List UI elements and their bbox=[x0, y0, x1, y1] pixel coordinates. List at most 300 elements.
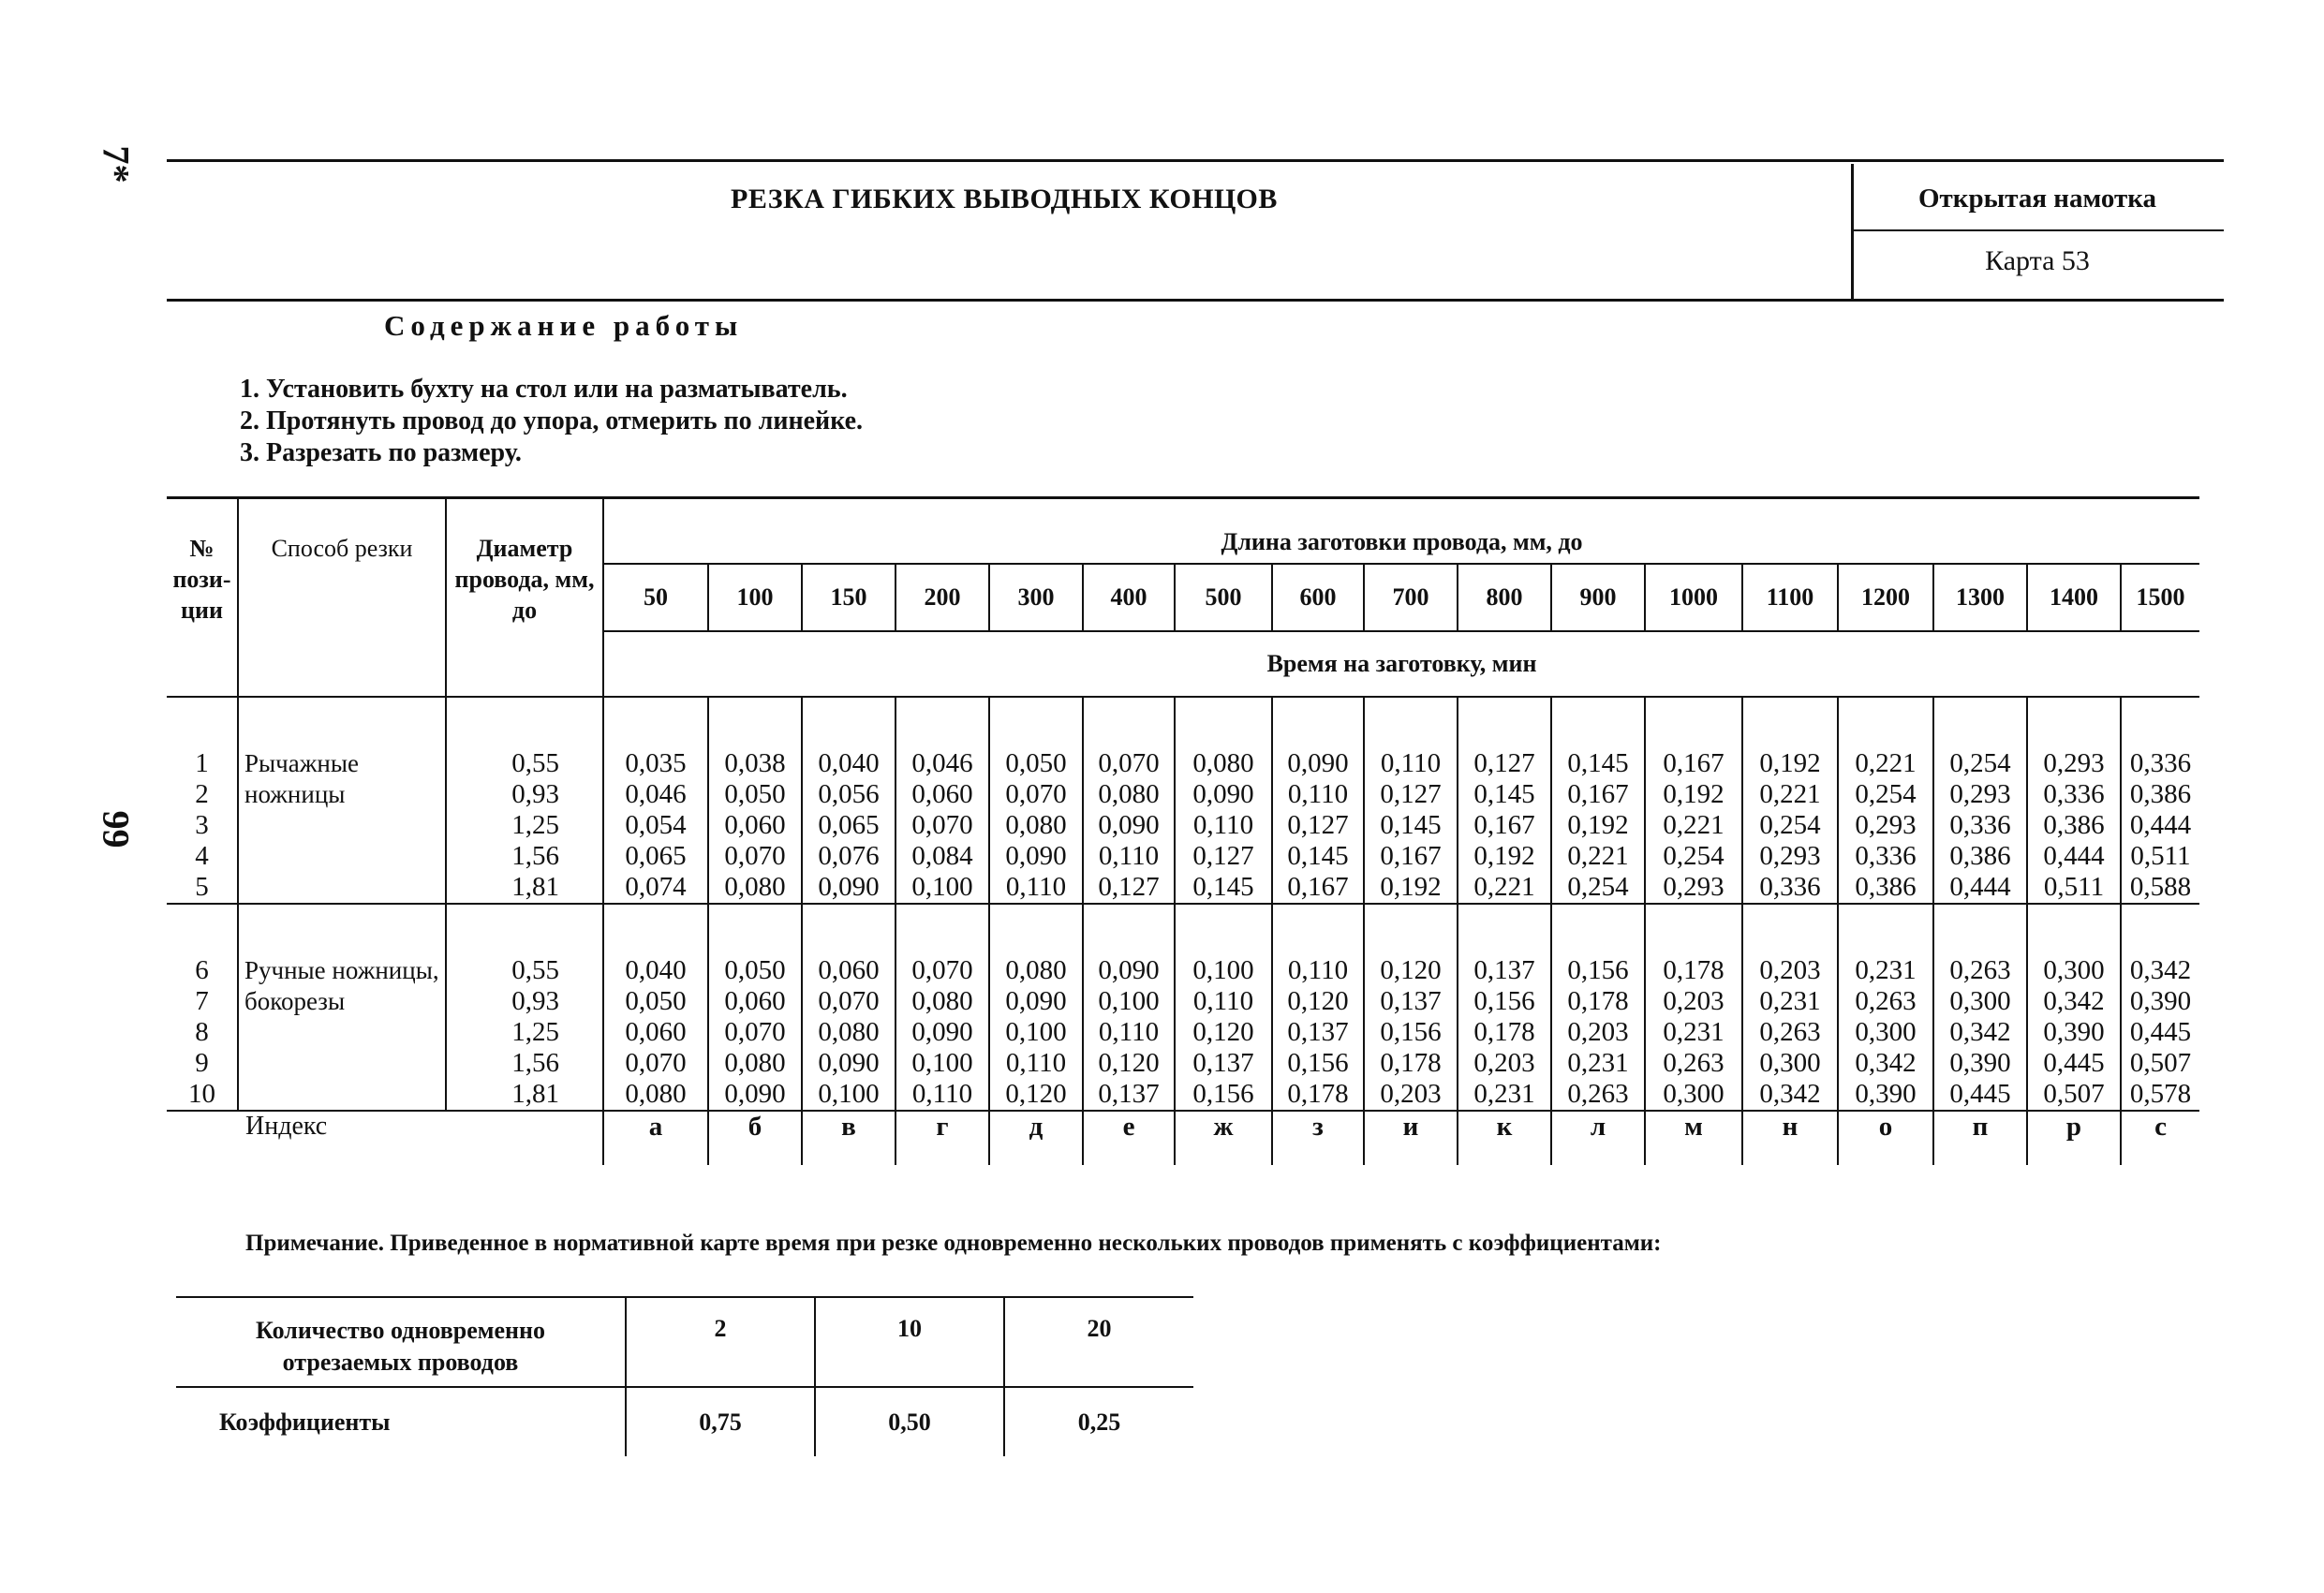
time-value: 0,127 bbox=[1192, 840, 1254, 871]
time-value: 0,511 bbox=[2043, 871, 2105, 902]
diameter-value: 0,93 bbox=[511, 985, 559, 1016]
time-value: 0,120 bbox=[1287, 985, 1349, 1016]
index-16: р bbox=[2027, 1111, 2121, 1165]
time-value: 0,137 bbox=[1287, 1016, 1349, 1047]
position-number: 3 bbox=[195, 809, 209, 840]
length-700: 700 bbox=[1364, 564, 1458, 631]
time-value: 0,192 bbox=[1380, 871, 1442, 902]
diameter-value: 1,56 bbox=[511, 840, 559, 871]
time-value: 0,070 bbox=[1098, 747, 1160, 778]
times-col-200 bbox=[896, 904, 989, 1111]
diameter-value: 1,81 bbox=[511, 871, 559, 902]
time-value: 0,100 bbox=[911, 1047, 973, 1078]
time-value: 0,120 bbox=[1192, 1016, 1254, 1047]
time-value: 0,090 bbox=[1098, 954, 1160, 985]
times-col-900 bbox=[1551, 697, 1645, 904]
col-header-diameter: Диаметр провода, мм, до bbox=[446, 498, 603, 697]
time-value: 0,342 bbox=[1759, 1078, 1821, 1109]
index-13: н bbox=[1742, 1111, 1838, 1165]
time-value: 0,074 bbox=[625, 871, 687, 902]
times-col-100 bbox=[708, 697, 802, 904]
time-value: 0,263 bbox=[1759, 1016, 1821, 1047]
time-value: 0,110 bbox=[1192, 985, 1254, 1016]
time-value: 0,090 bbox=[1005, 985, 1067, 1016]
times-col-1500 bbox=[2121, 904, 2199, 1111]
times-col-900 bbox=[1551, 904, 1645, 1111]
top-margin-mark: 7* bbox=[95, 145, 138, 184]
time-value: 0,110 bbox=[911, 1078, 973, 1109]
time-value: 0,178 bbox=[1663, 954, 1724, 985]
time-value: 0,090 bbox=[1005, 840, 1067, 871]
time-value: 0,090 bbox=[818, 1047, 880, 1078]
time-value: 0,293 bbox=[1949, 778, 2011, 809]
time-value: 0,080 bbox=[1005, 954, 1067, 985]
time-value: 0,221 bbox=[1759, 778, 1821, 809]
length-1000: 1000 bbox=[1645, 564, 1742, 631]
time-value: 0,127 bbox=[1380, 778, 1442, 809]
diameter-value: 0,55 bbox=[511, 954, 559, 985]
length-800: 800 bbox=[1458, 564, 1551, 631]
time-value: 0,110 bbox=[1098, 840, 1160, 871]
note-text bbox=[245, 1231, 1661, 1257]
times-col-800 bbox=[1458, 697, 1551, 904]
times-col-1400 bbox=[2027, 697, 2121, 904]
time-value: 0,156 bbox=[1567, 954, 1629, 985]
time-value: 0,445 bbox=[2129, 1016, 2192, 1047]
time-value: 0,578 bbox=[2129, 1078, 2192, 1109]
time-value: 0,336 bbox=[1855, 840, 1917, 871]
time-value: 0,070 bbox=[818, 985, 880, 1016]
coef-count-label: Количество одновременно отрезаемых проводов bbox=[256, 1317, 545, 1376]
times-col-700 bbox=[1364, 697, 1458, 904]
time-value: 0,076 bbox=[818, 840, 880, 871]
position-number: 10 bbox=[188, 1078, 215, 1109]
time-value: 0,445 bbox=[1949, 1078, 2011, 1109]
length-1400: 1400 bbox=[2027, 564, 2121, 631]
time-value: 0,046 bbox=[911, 747, 973, 778]
page-title: РЕЗКА ГИБКИХ ВЫВОДНЫХ КОНЦОВ bbox=[731, 184, 1278, 214]
time-value: 0,145 bbox=[1380, 809, 1442, 840]
times-col-600 bbox=[1272, 697, 1364, 904]
time-value: 0,110 bbox=[1098, 1016, 1160, 1047]
time-value: 0,110 bbox=[1287, 778, 1349, 809]
length-1100: 1100 bbox=[1742, 564, 1838, 631]
time-value: 0,120 bbox=[1005, 1078, 1067, 1109]
time-value: 0,054 bbox=[625, 809, 687, 840]
time-value: 0,192 bbox=[1473, 840, 1535, 871]
time-value: 0,040 bbox=[625, 954, 687, 985]
group-1-row bbox=[167, 697, 2199, 904]
index-1: а bbox=[603, 1111, 708, 1165]
time-value: 0,342 bbox=[2043, 985, 2105, 1016]
time-value: 0,080 bbox=[1098, 778, 1160, 809]
time-value: 0,156 bbox=[1380, 1016, 1442, 1047]
step-3: 3. Разрезать по размеру. bbox=[240, 438, 522, 467]
position-number: 4 bbox=[195, 840, 209, 871]
index-5: д bbox=[989, 1111, 1083, 1165]
times-col-1000 bbox=[1645, 904, 1742, 1111]
time-value: 0,444 bbox=[2129, 809, 2192, 840]
note-body: Примечание. Приведенное в нормативной карте время при резке одновременно нескольких проводов применять с коэффициентами: bbox=[245, 1231, 1662, 1256]
time-value: 0,090 bbox=[911, 1016, 973, 1047]
time-value: 0,090 bbox=[818, 871, 880, 902]
times-col-150 bbox=[802, 904, 896, 1111]
time-value: 0,156 bbox=[1192, 1078, 1254, 1109]
time-value: 0,156 bbox=[1287, 1047, 1349, 1078]
length-900: 900 bbox=[1551, 564, 1645, 631]
length-150: 150 bbox=[802, 564, 896, 631]
coef-row-values bbox=[176, 1387, 1193, 1456]
time-value: 0,060 bbox=[625, 1016, 687, 1047]
step-1: 1. Установить бухту на стол или на разматыватель. bbox=[240, 375, 848, 404]
step-2: 2. Протянуть провод до упора, отмерить по линейке. bbox=[240, 406, 864, 435]
times-col-400 bbox=[1083, 904, 1175, 1111]
header-bottom-rule bbox=[167, 299, 2224, 302]
times-col-1100 bbox=[1742, 904, 1838, 1111]
time-value: 0,070 bbox=[911, 809, 973, 840]
diameter-value: 1,25 bbox=[511, 809, 559, 840]
header-right-divider bbox=[1853, 229, 2224, 231]
times-col-50 bbox=[603, 697, 708, 904]
positions-group-2 bbox=[167, 904, 238, 1111]
time-value: 0,060 bbox=[911, 778, 973, 809]
time-value: 0,336 bbox=[2129, 747, 2192, 778]
times-col-800 bbox=[1458, 904, 1551, 1111]
time-value: 0,300 bbox=[1663, 1078, 1724, 1109]
header-top-rule bbox=[167, 159, 2224, 162]
times-col-1200 bbox=[1838, 904, 1933, 1111]
time-value: 0,137 bbox=[1098, 1078, 1160, 1109]
times-col-1400 bbox=[2027, 904, 2121, 1111]
time-value: 0,588 bbox=[2129, 871, 2192, 902]
index-9: и bbox=[1364, 1111, 1458, 1165]
time-value: 0,254 bbox=[1567, 871, 1629, 902]
length-500: 500 bbox=[1175, 564, 1272, 631]
time-value: 0,040 bbox=[818, 747, 880, 778]
time-value: 0,390 bbox=[1855, 1078, 1917, 1109]
times-col-100 bbox=[708, 904, 802, 1111]
time-value: 0,263 bbox=[1949, 954, 2011, 985]
time-value: 0,060 bbox=[818, 954, 880, 985]
index-label: Индекс bbox=[167, 1111, 603, 1165]
time-value: 0,080 bbox=[724, 871, 786, 902]
time-value: 0,137 bbox=[1380, 985, 1442, 1016]
time-value: 0,444 bbox=[2043, 840, 2105, 871]
header-row-1 bbox=[167, 498, 2199, 564]
time-value: 0,178 bbox=[1473, 1016, 1535, 1047]
time-value: 0,300 bbox=[1855, 1016, 1917, 1047]
index-10: к bbox=[1458, 1111, 1551, 1165]
time-value: 0,386 bbox=[2043, 809, 2105, 840]
length-1500: 1500 bbox=[2121, 564, 2199, 631]
time-value: 0,342 bbox=[2129, 954, 2192, 985]
time-value: 0,145 bbox=[1567, 747, 1629, 778]
time-value: 0,127 bbox=[1473, 747, 1535, 778]
time-value: 0,507 bbox=[2043, 1078, 2105, 1109]
time-value: 0,386 bbox=[2129, 778, 2192, 809]
length-1300: 1300 bbox=[1933, 564, 2027, 631]
time-value: 0,231 bbox=[1567, 1047, 1629, 1078]
time-value: 0,300 bbox=[2043, 954, 2105, 985]
time-value: 0,145 bbox=[1287, 840, 1349, 871]
coef-count-20: 20 bbox=[1004, 1297, 1193, 1387]
time-value: 0,507 bbox=[2129, 1047, 2192, 1078]
time-value: 0,203 bbox=[1380, 1078, 1442, 1109]
time-value: 0,231 bbox=[1759, 985, 1821, 1016]
time-value: 0,050 bbox=[625, 985, 687, 1016]
time-value: 0,080 bbox=[724, 1047, 786, 1078]
time-value: 0,263 bbox=[1567, 1078, 1629, 1109]
time-value: 0,178 bbox=[1287, 1078, 1349, 1109]
time-value: 0,203 bbox=[1663, 985, 1724, 1016]
time-value: 0,110 bbox=[1005, 1047, 1067, 1078]
time-value: 0,167 bbox=[1663, 747, 1724, 778]
position-number: 2 bbox=[195, 778, 209, 809]
group-2-row bbox=[167, 904, 2199, 1111]
length-header: Длина заготовки провода, мм, до bbox=[603, 498, 2199, 564]
index-row bbox=[167, 1111, 2199, 1165]
time-value: 0,080 bbox=[1005, 809, 1067, 840]
time-value: 0,336 bbox=[1759, 871, 1821, 902]
time-value: 0,386 bbox=[1949, 840, 2011, 871]
time-value: 0,080 bbox=[625, 1078, 687, 1109]
work-content-heading: Содержание работы bbox=[384, 309, 744, 342]
time-value: 0,050 bbox=[1005, 747, 1067, 778]
time-value: 0,386 bbox=[1855, 871, 1917, 902]
index-3: в bbox=[802, 1111, 896, 1165]
index-4: г bbox=[896, 1111, 989, 1165]
time-value: 0,263 bbox=[1663, 1047, 1724, 1078]
time-value: 0,167 bbox=[1380, 840, 1442, 871]
time-value: 0,342 bbox=[1855, 1047, 1917, 1078]
diameter-value: 1,25 bbox=[511, 1016, 559, 1047]
time-header: Время на заготовку, мин bbox=[603, 631, 2199, 697]
time-value: 0,203 bbox=[1473, 1047, 1535, 1078]
time-value: 0,192 bbox=[1759, 747, 1821, 778]
time-value: 0,050 bbox=[724, 954, 786, 985]
time-value: 0,090 bbox=[1098, 809, 1160, 840]
position-number: 8 bbox=[195, 1016, 209, 1047]
time-value: 0,035 bbox=[625, 747, 687, 778]
times-col-1300 bbox=[1933, 697, 2027, 904]
time-value: 0,254 bbox=[1663, 840, 1724, 871]
time-value: 0,090 bbox=[1287, 747, 1349, 778]
time-value: 0,100 bbox=[911, 871, 973, 902]
time-value: 0,110 bbox=[1192, 809, 1254, 840]
coefficient-table bbox=[176, 1296, 1193, 1456]
time-value: 0,156 bbox=[1473, 985, 1535, 1016]
time-value: 0,060 bbox=[724, 985, 786, 1016]
time-value: 0,120 bbox=[1380, 954, 1442, 985]
time-value: 0,203 bbox=[1759, 954, 1821, 985]
length-300: 300 bbox=[989, 564, 1083, 631]
times-col-700 bbox=[1364, 904, 1458, 1111]
cutting-time-table bbox=[167, 496, 2199, 1165]
time-value: 0,167 bbox=[1473, 809, 1535, 840]
time-value: 0,070 bbox=[625, 1047, 687, 1078]
position-number: 1 bbox=[195, 747, 209, 778]
method-group-1: Рычажные ножницы bbox=[238, 697, 446, 904]
position-number: 6 bbox=[195, 954, 209, 985]
times-col-1500 bbox=[2121, 697, 2199, 904]
time-value: 0,100 bbox=[1192, 954, 1254, 985]
diameter-value: 0,55 bbox=[511, 747, 559, 778]
time-value: 0,145 bbox=[1473, 778, 1535, 809]
index-2: б bbox=[708, 1111, 802, 1165]
time-value: 0,390 bbox=[1949, 1047, 2011, 1078]
time-value: 0,178 bbox=[1380, 1047, 1442, 1078]
index-7: ж bbox=[1175, 1111, 1272, 1165]
method-group-2: Ручные ножницы, бокорезы bbox=[238, 904, 446, 1111]
header-divider bbox=[1851, 164, 1854, 299]
time-value: 0,080 bbox=[911, 985, 973, 1016]
time-value: 0,300 bbox=[1759, 1047, 1821, 1078]
time-value: 0,300 bbox=[1949, 985, 2011, 1016]
time-value: 0,110 bbox=[1287, 954, 1349, 985]
times-col-400 bbox=[1083, 697, 1175, 904]
time-value: 0,070 bbox=[1005, 778, 1067, 809]
index-8: з bbox=[1272, 1111, 1364, 1165]
coef-count-2: 2 bbox=[626, 1297, 815, 1387]
index-11: л bbox=[1551, 1111, 1645, 1165]
time-value: 0,127 bbox=[1098, 871, 1160, 902]
times-col-150 bbox=[802, 697, 896, 904]
time-value: 0,120 bbox=[1098, 1047, 1160, 1078]
length-100: 100 bbox=[708, 564, 802, 631]
times-col-1100 bbox=[1742, 697, 1838, 904]
time-value: 0,263 bbox=[1855, 985, 1917, 1016]
times-col-1300 bbox=[1933, 904, 2027, 1111]
time-value: 0,080 bbox=[1192, 747, 1254, 778]
time-value: 0,221 bbox=[1473, 871, 1535, 902]
index-12: м bbox=[1645, 1111, 1742, 1165]
coef-value-20: 0,25 bbox=[1004, 1387, 1193, 1456]
length-200: 200 bbox=[896, 564, 989, 631]
time-value: 0,336 bbox=[2043, 778, 2105, 809]
time-value: 0,221 bbox=[1567, 840, 1629, 871]
times-col-600 bbox=[1272, 904, 1364, 1111]
length-50: 50 bbox=[603, 564, 708, 631]
category-label: Открытая намотка bbox=[1917, 184, 2157, 214]
index-17: с bbox=[2154, 1111, 2167, 1142]
time-value: 0,100 bbox=[818, 1078, 880, 1109]
time-value: 0,231 bbox=[1663, 1016, 1724, 1047]
time-value: 0,221 bbox=[1855, 747, 1917, 778]
time-value: 0,046 bbox=[625, 778, 687, 809]
time-value: 0,390 bbox=[2043, 1016, 2105, 1047]
page-number: 99 bbox=[95, 810, 138, 848]
time-value: 0,254 bbox=[1759, 809, 1821, 840]
diameter-value: 0,93 bbox=[511, 778, 559, 809]
time-value: 0,178 bbox=[1567, 985, 1629, 1016]
time-value: 0,293 bbox=[1759, 840, 1821, 871]
time-value: 0,336 bbox=[1949, 809, 2011, 840]
time-value: 0,127 bbox=[1287, 809, 1349, 840]
time-value: 0,293 bbox=[1663, 871, 1724, 902]
times-col-300 bbox=[989, 697, 1083, 904]
time-value: 0,070 bbox=[724, 840, 786, 871]
time-value: 0,254 bbox=[1949, 747, 2011, 778]
times-col-500 bbox=[1175, 904, 1272, 1111]
time-value: 0,056 bbox=[818, 778, 880, 809]
time-value: 0,167 bbox=[1567, 778, 1629, 809]
card-number: Карта 53 bbox=[1985, 245, 2090, 276]
time-value: 0,342 bbox=[1949, 1016, 2011, 1047]
diameter-value: 1,56 bbox=[511, 1047, 559, 1078]
time-value: 0,090 bbox=[724, 1078, 786, 1109]
time-value: 0,100 bbox=[1098, 985, 1160, 1016]
coef-row-count bbox=[176, 1297, 1193, 1387]
diameters-group-1 bbox=[446, 697, 603, 904]
time-value: 0,203 bbox=[1567, 1016, 1629, 1047]
times-col-500 bbox=[1175, 697, 1272, 904]
position-number: 7 bbox=[195, 985, 209, 1016]
time-value: 0,065 bbox=[625, 840, 687, 871]
time-value: 0,192 bbox=[1567, 809, 1629, 840]
time-value: 0,293 bbox=[1855, 809, 1917, 840]
time-value: 0,254 bbox=[1855, 778, 1917, 809]
time-value: 0,090 bbox=[1192, 778, 1254, 809]
time-value: 0,145 bbox=[1192, 871, 1254, 902]
times-col-200 bbox=[896, 697, 989, 904]
times-col-1000 bbox=[1645, 697, 1742, 904]
time-value: 0,060 bbox=[724, 809, 786, 840]
time-value: 0,511 bbox=[2130, 840, 2191, 871]
coef-values-label: Коэффициенты bbox=[219, 1408, 391, 1436]
time-value: 0,445 bbox=[2043, 1047, 2105, 1078]
position-number: 5 bbox=[195, 871, 209, 902]
time-value: 0,080 bbox=[818, 1016, 880, 1047]
time-value: 0,167 bbox=[1287, 871, 1349, 902]
index-6: е bbox=[1083, 1111, 1175, 1165]
col-header-method: Способ резки bbox=[238, 498, 446, 697]
times-col-50 bbox=[603, 904, 708, 1111]
time-value: 0,444 bbox=[1949, 871, 2011, 902]
time-value: 0,070 bbox=[724, 1016, 786, 1047]
coef-value-2: 0,75 bbox=[626, 1387, 815, 1456]
length-600: 600 bbox=[1272, 564, 1364, 631]
time-value: 0,100 bbox=[1005, 1016, 1067, 1047]
times-col-1200 bbox=[1838, 697, 1933, 904]
index-15: п bbox=[1933, 1111, 2027, 1165]
positions-group-1 bbox=[167, 697, 238, 904]
times-col-300 bbox=[989, 904, 1083, 1111]
time-value: 0,084 bbox=[911, 840, 973, 871]
coef-value-10: 0,50 bbox=[815, 1387, 1004, 1456]
time-value: 0,065 bbox=[818, 809, 880, 840]
time-value: 0,231 bbox=[1855, 954, 1917, 985]
time-value: 0,070 bbox=[911, 954, 973, 985]
diameter-value: 1,81 bbox=[511, 1078, 559, 1109]
diameters-group-2 bbox=[446, 904, 603, 1111]
time-value: 0,192 bbox=[1663, 778, 1724, 809]
time-value: 0,390 bbox=[2129, 985, 2192, 1016]
time-value: 0,137 bbox=[1473, 954, 1535, 985]
col-header-position: № пози- ции bbox=[167, 498, 238, 697]
time-value: 0,293 bbox=[2043, 747, 2105, 778]
time-value: 0,137 bbox=[1192, 1047, 1254, 1078]
index-14: о bbox=[1838, 1111, 1933, 1165]
time-value: 0,050 bbox=[724, 778, 786, 809]
length-400: 400 bbox=[1083, 564, 1175, 631]
coef-count-10: 10 bbox=[815, 1297, 1004, 1387]
time-value: 0,110 bbox=[1380, 747, 1442, 778]
time-value: 0,110 bbox=[1005, 871, 1067, 902]
time-value: 0,231 bbox=[1473, 1078, 1535, 1109]
length-1200: 1200 bbox=[1838, 564, 1933, 631]
time-value: 0,221 bbox=[1663, 809, 1724, 840]
time-value: 0,038 bbox=[724, 747, 786, 778]
